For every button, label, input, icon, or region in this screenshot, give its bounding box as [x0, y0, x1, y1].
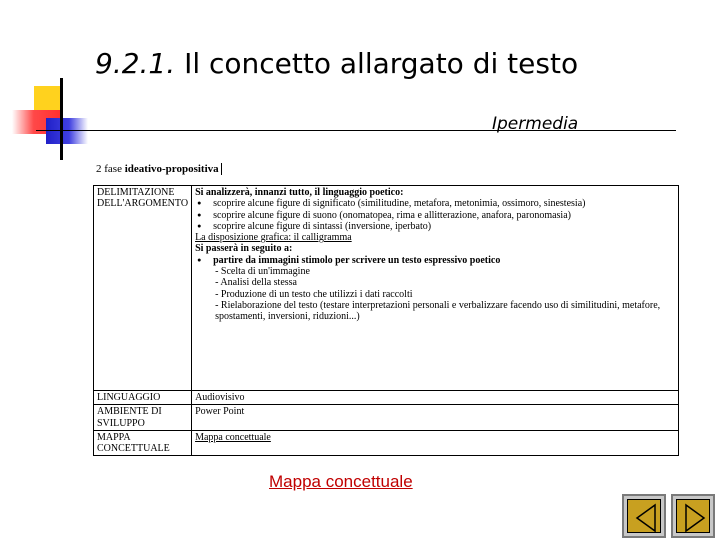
row-label: DELIMITAZIONE DELL'ARGOMENTO	[94, 186, 192, 391]
row-content	[192, 186, 679, 391]
step-line: - Produzione di un testo che utilizzi i dati raccolti	[215, 288, 413, 300]
row-label: AMBIENTE DI SVILUPPO	[94, 405, 192, 431]
slide-title	[95, 47, 578, 80]
table-row	[94, 186, 679, 391]
previous-button-face	[627, 499, 661, 533]
left-triangle-icon	[628, 500, 664, 536]
bullet-line: ● scoprire alcune figure di sintassi (inversione, iperbato)	[195, 221, 675, 232]
row-value: Power Point	[192, 405, 679, 431]
phase-heading: 2 fase ideativo-propositiva	[96, 163, 222, 175]
row-label: LINGUAGGIO	[94, 391, 192, 405]
content-line: La disposizione grafica: il calligramma	[195, 232, 352, 244]
row-label: MAPPA CONCETTUALE	[94, 430, 192, 456]
decor-blue-bar	[46, 118, 88, 144]
table-row	[94, 430, 679, 456]
slide-subtitle: Ipermedia	[492, 114, 579, 134]
content-line: Si passerà in seguito a:	[195, 243, 293, 255]
step-line: - Scelta di un'immagine	[215, 266, 310, 278]
previous-slide-button[interactable]	[622, 494, 666, 538]
decor-yellow-square	[34, 86, 60, 112]
next-slide-button[interactable]	[671, 494, 715, 538]
right-triangle-icon	[677, 500, 713, 536]
next-button-face	[676, 499, 710, 533]
document-image	[93, 163, 681, 455]
table-row	[94, 405, 679, 431]
decor-horizontal-line	[36, 130, 676, 131]
step-line: - Analisi della stessa	[215, 277, 297, 289]
content-line: Si analizzerà, innanzi tutto, il linguaggio poetico:	[195, 187, 404, 198]
bullet-line: ● scoprire alcune figure di significato (similitudine, metafora, metonimia, ossimoro, sinestesia)	[195, 198, 675, 209]
bullet-line: ● scoprire alcune figure di suono (onomatopea, rima e allitterazione, anafora, paronomasia)	[195, 210, 675, 221]
row-value: Mappa concettuale	[192, 430, 679, 456]
row-value: Audiovisivo	[192, 391, 679, 405]
title-text: Il concetto allargato di testo	[184, 47, 579, 80]
bullet-line: ● partire da immagini stimolo per scrivere un testo espressivo poetico	[195, 255, 675, 266]
table-row	[94, 391, 679, 405]
title-number: 9.2.1.	[95, 47, 176, 80]
step-line: - Rielaborazione del testo (testare interpretazioni personali e verbalizzare facendo uso di similitudini, metafore, spostamenti, inversioni, riduzioni...)	[215, 299, 661, 323]
planning-table	[93, 185, 679, 456]
decor-vertical-line	[60, 78, 63, 160]
mappa-concettuale-link[interactable]: Mappa concettuale	[269, 472, 413, 491]
